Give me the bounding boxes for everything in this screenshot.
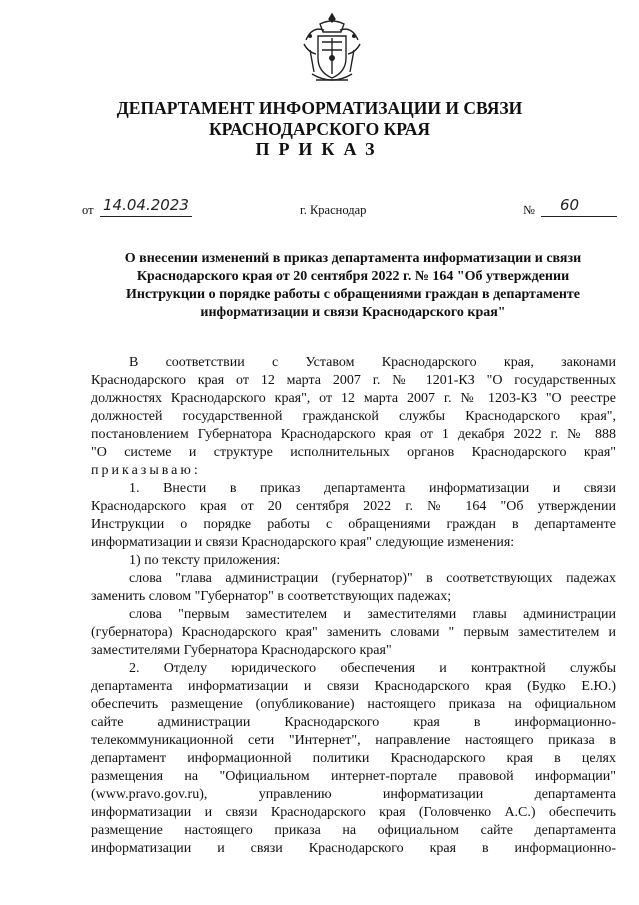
city-label: г. Краснодар bbox=[300, 203, 367, 217]
body-line: 1) по тексту приложения: bbox=[129, 553, 281, 568]
number-prefix: № bbox=[523, 203, 535, 217]
body-line: информатизации и связи Краснодарского края в информационно- bbox=[91, 841, 616, 856]
date-underline bbox=[100, 216, 192, 217]
body-line: "О системе и структуре исполнительных органов Краснодарского края" bbox=[91, 445, 616, 460]
body-line: 1. Внести в приказ департамента информатизации и связи bbox=[129, 481, 616, 496]
department-name-line-1: ДЕПАРТАМЕНТ ИНФОРМАТИЗАЦИИ И СВЯЗИ bbox=[116, 98, 523, 118]
body-line: должностей государственной гражданской службы Краснодарского края", bbox=[91, 409, 616, 424]
body-line: (губернатора) Краснодарского края" заменить словами " первым заместителем и bbox=[91, 625, 616, 640]
body-line: слова "глава администрации (губернатор)" в соответствующих падежах bbox=[129, 571, 616, 586]
body-line: (www.pravo.gov.ru), управлению информатизации департамента bbox=[91, 787, 616, 802]
title-line: Инструкции о порядке работы с обращениями граждан в департаменте bbox=[125, 287, 580, 302]
number-underline bbox=[541, 216, 617, 217]
body-line: департамента информатизации и связи Краснодарского края (Будко Е.Ю.) bbox=[91, 679, 616, 694]
handwritten-date: 14.04.2023 bbox=[103, 196, 189, 214]
body-line-prikazyvayu: приказываю: bbox=[91, 463, 201, 478]
body-line: информатизации и связи Краснодарского края (Головченко А.С.) обеспечить bbox=[91, 805, 616, 820]
title-line: О внесении изменений в приказ департамента информатизации и связи bbox=[124, 251, 582, 266]
body-line: телекоммуникационной сети "Интернет", направление настоящего приказа в bbox=[91, 733, 616, 748]
title-line: Краснодарского края от 20 сентября 2022 г. № 164 "Об утверждении bbox=[136, 269, 570, 284]
department-name-line-2: КРАСНОДАРСКОГО КРАЯ bbox=[208, 119, 431, 139]
body-line: 2. Отделу юридического обеспечения и контрактной службы bbox=[129, 661, 616, 676]
body-line: обеспечить размещение (опубликование) настоящего приказа на официальном bbox=[91, 697, 616, 712]
body-line: департамент информационной политики Краснодарского края в целях bbox=[91, 751, 616, 766]
document-type-heading: ПРИКАЗ bbox=[255, 139, 384, 159]
coat-of-arms-emblem bbox=[298, 10, 366, 88]
body-line: постановлением Губернатора Краснодарского края от 1 декабря 2022 г. № 888 bbox=[91, 427, 616, 442]
date-prefix: от bbox=[82, 203, 94, 217]
document-title bbox=[100, 250, 606, 322]
handwritten-number: 60 bbox=[560, 196, 580, 214]
body-line: Краснодарского края от 20 сентября 2022 г. № 164 "Об утверждении bbox=[91, 499, 616, 514]
title-line: информатизации и связи Краснодарского края" bbox=[200, 305, 506, 320]
body-line: В соответствии с Уставом Краснодарского края, законами bbox=[129, 355, 616, 370]
body-line: слова "первым заместителем и заместителями главы администрации bbox=[129, 607, 616, 622]
body-line: Инструкции о порядке работы с обращениями граждан в департаменте bbox=[91, 517, 616, 532]
body-line: размещение настоящего приказа на официальном сайте департамента bbox=[91, 823, 616, 838]
body-line: Краснодарского края от 12 марта 2007 г. № 1201-КЗ "О государственных bbox=[91, 373, 616, 388]
body-line: сайте администрации Краснодарского края в информационно- bbox=[91, 715, 616, 730]
body-line: заменить словом "Губернатор" в соответствующих падежах; bbox=[91, 589, 452, 604]
body-line: размещения на "Официальном интернет-портале правовой информации" bbox=[91, 769, 616, 784]
body-line: информатизации и связи Краснодарского края" следующие изменения: bbox=[91, 535, 515, 550]
body-line: заместителями Губернатора Краснодарского края" bbox=[91, 643, 392, 658]
body-line: должностях Краснодарского края", от 12 марта 2007 г. № 1203-КЗ "О реестре bbox=[91, 391, 616, 406]
document-body bbox=[91, 354, 616, 858]
